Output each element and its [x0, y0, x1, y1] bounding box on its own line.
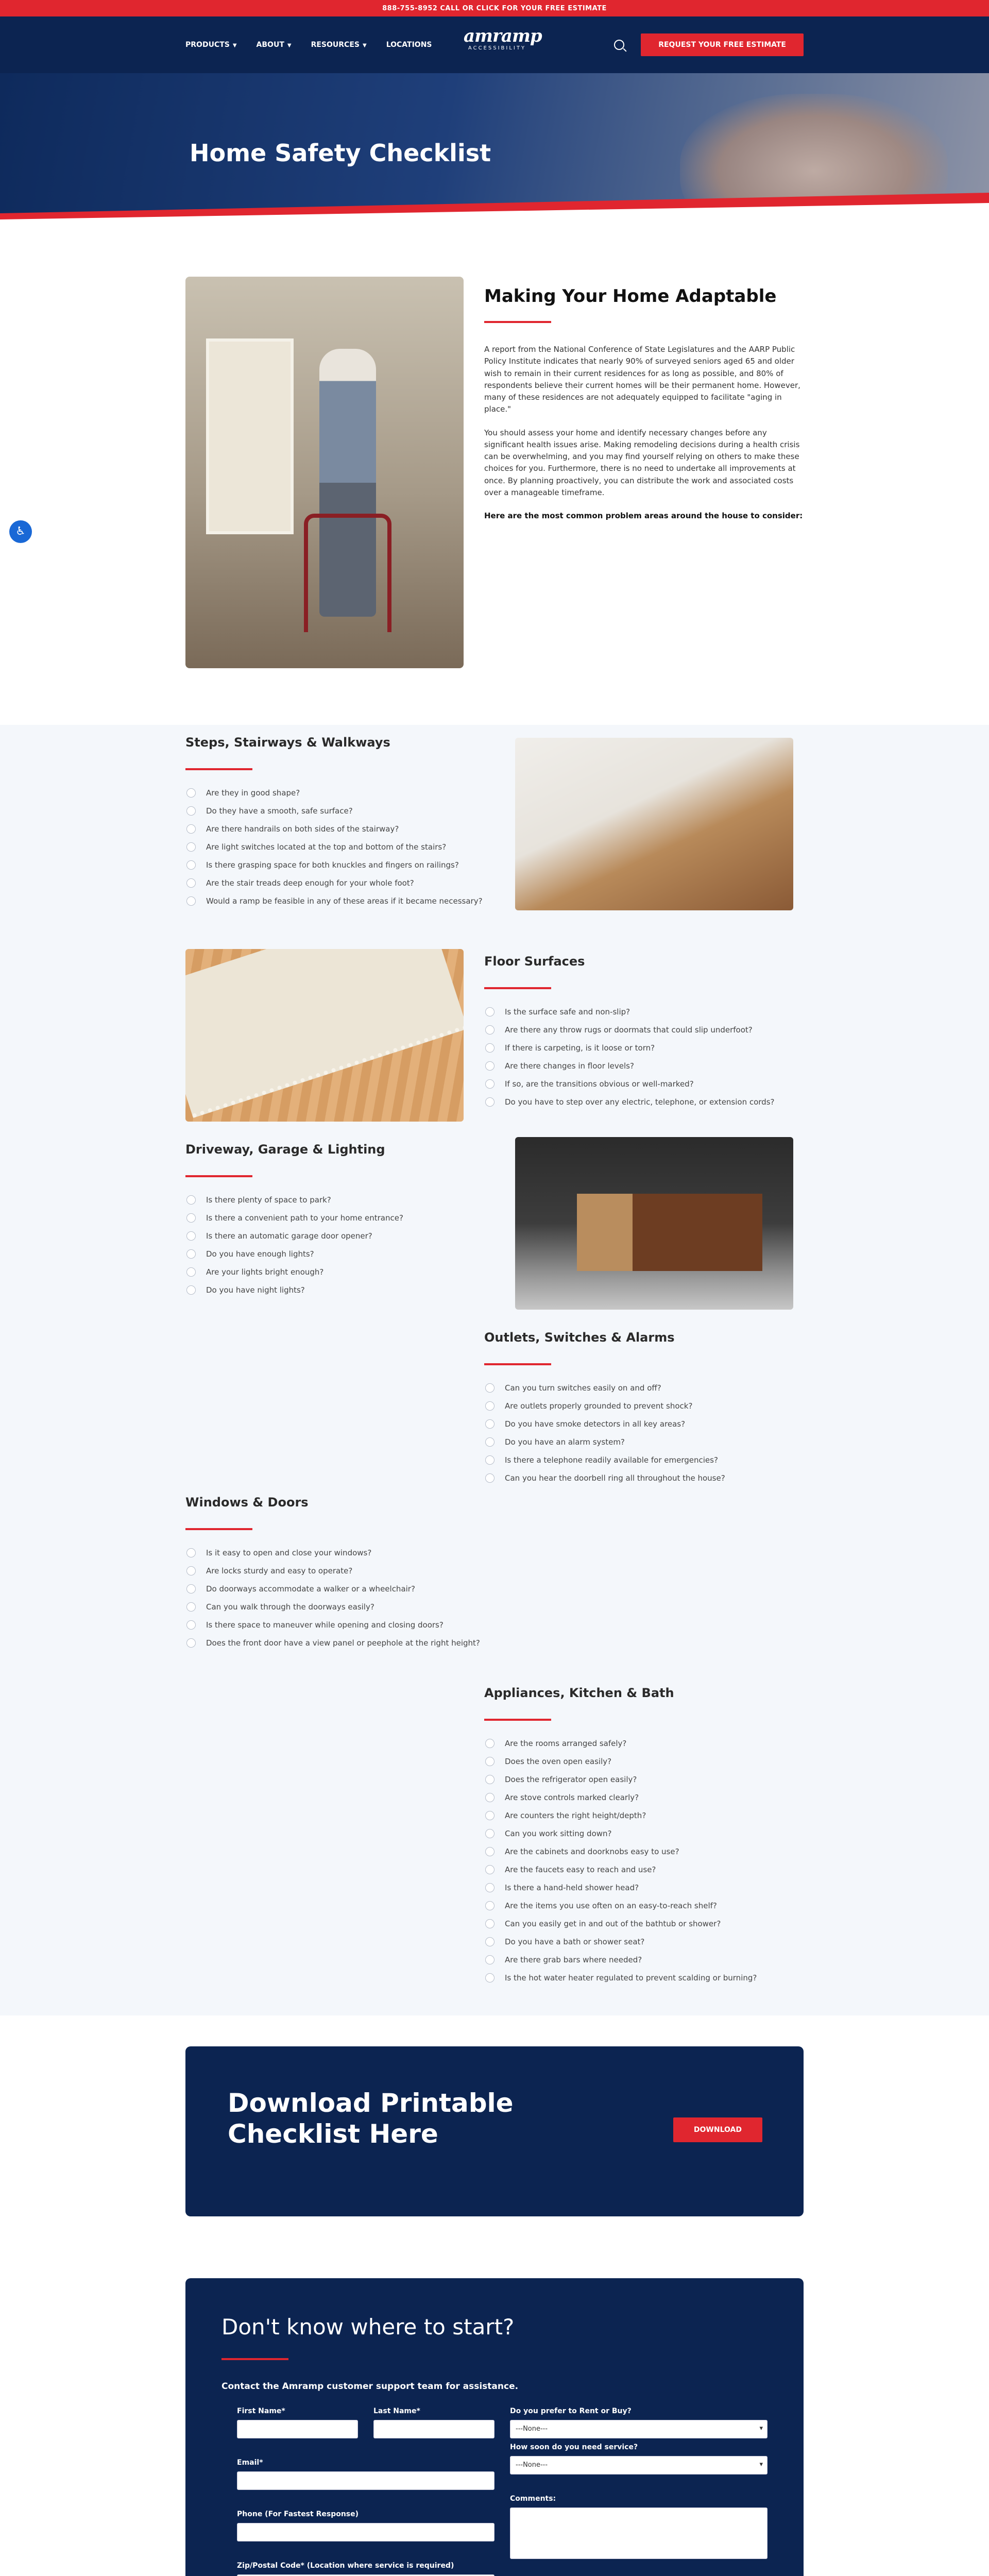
checklist-item[interactable]: Are outlets properly grounded to prevent shock? [484, 1401, 783, 1412]
checklist-item[interactable]: Are they in good shape? [185, 788, 484, 799]
accessibility-icon[interactable]: ♿ [9, 520, 32, 543]
checklist-item[interactable]: Are the stair treads deep enough for your whole foot? [185, 878, 484, 889]
checklist-item[interactable]: Do you have enough lights? [185, 1249, 484, 1260]
divider [185, 768, 252, 770]
checklist-item[interactable]: Is there grasping space for both knuckles and fingers on railings? [185, 860, 484, 871]
checklist-item[interactable]: Is there a convenient path to your home entrance? [185, 1213, 484, 1224]
intro-title: Making Your Home Adaptable [484, 286, 777, 307]
logo[interactable] [464, 26, 542, 51]
nav-about[interactable] [257, 41, 292, 49]
promo-text[interactable]: 888-755-8952 CALL OR CLICK FOR YOUR FREE ESTIMATE [382, 4, 607, 12]
category-driveway [185, 1142, 484, 1303]
checklist-item[interactable]: Do they have a smooth, safe surface? [185, 806, 484, 817]
category-title: Steps, Stairways & Walkways [185, 735, 390, 750]
logo-wordmark[interactable]: amramp [464, 26, 542, 46]
how-soon-value[interactable]: ---None--- [516, 2461, 548, 2469]
checklist-item[interactable]: Are there grab bars where needed? [484, 1955, 783, 1965]
checklist-item[interactable]: Are there handrails on both sides of the stairway? [185, 824, 484, 835]
divider [185, 1528, 252, 1530]
category-floor [484, 954, 783, 1115]
checklist-item[interactable]: Do you have a bath or shower seat? [484, 1937, 783, 1947]
checklist-item[interactable]: Are stove controls marked clearly? [484, 1792, 783, 1803]
how-soon-select[interactable] [510, 2456, 768, 2475]
category-windows [185, 1495, 484, 1656]
category-title: Floor Surfaces [484, 954, 585, 969]
category-title: Appliances, Kitchen & Bath [484, 1686, 674, 1700]
intro-paragraph-2: You should assess your home and identify necessary changes before any significant health issues arise. Making remodeling decisions during a health crisis can be overwhelming, and you may find yourself relying on others to make these choices for you. Furthermore, there is no need to undertake all improvements at once. By planning proactively, you can distribute the work and associated costs over a manageable timeframe. [484, 428, 800, 497]
checklist-item[interactable]: If there is carpeting, is it loose or torn? [484, 1043, 783, 1054]
logo-subtitle[interactable]: ACCESSIBILITY [468, 45, 526, 51]
checklist-item[interactable]: Can you work sitting down? [484, 1828, 783, 1839]
checklist-item[interactable]: Does the oven open easily? [484, 1756, 783, 1767]
checklist-item[interactable]: Is there plenty of space to park? [185, 1195, 484, 1206]
checklist-item[interactable]: Are counters the right height/depth? [484, 1810, 783, 1821]
category-outlets [484, 1330, 783, 1491]
download-title: Download Printable Checklist Here [228, 2088, 514, 2149]
chevron-down-icon[interactable]: ▼ [287, 43, 292, 48]
header-actions [614, 33, 804, 56]
first-name-label: First Name* [237, 2407, 285, 2415]
checklist-item[interactable]: Are the rooms arranged safely? [484, 1738, 783, 1749]
comments-label: Comments: [510, 2495, 556, 2503]
main-nav [185, 41, 432, 49]
rent-buy-select[interactable] [510, 2420, 768, 2438]
checklist-item[interactable]: Are the cabinets and doorknobs easy to use? [484, 1846, 783, 1857]
checklist-item[interactable]: Do you have night lights? [185, 1285, 484, 1296]
nav-resources-label[interactable]: RESOURCES [311, 41, 360, 49]
checklist-item[interactable]: Do doorways accommodate a walker or a wheelchair? [185, 1584, 484, 1595]
promo-bar[interactable] [0, 0, 989, 16]
chevron-down-icon[interactable]: ▼ [362, 43, 367, 48]
checklist-item[interactable]: Do you have an alarm system? [484, 1437, 783, 1448]
checklist-item[interactable]: Is there an automatic garage door opener? [185, 1231, 484, 1242]
senior-walker-photo [185, 277, 464, 668]
nav-about-label[interactable]: ABOUT [256, 41, 284, 49]
category-title: Outlets, Switches & Alarms [484, 1330, 675, 1345]
intro-paragraph-3: Here are the most common problem areas around the house to consider: [484, 511, 803, 520]
download-button[interactable]: DOWNLOAD [673, 2117, 762, 2142]
garage-photo [515, 1137, 793, 1310]
checklist-item[interactable]: Does the front door have a view panel or peephole at the right height? [185, 1638, 484, 1649]
search-icon[interactable] [614, 40, 624, 50]
hero-stripe [0, 193, 989, 223]
checklist-item[interactable]: If so, are the transitions obvious or well-marked? [484, 1079, 783, 1090]
divider [484, 1363, 551, 1365]
checklist-item[interactable]: Can you easily get in and out of the bathtub or shower? [484, 1919, 783, 1929]
divider [484, 321, 551, 323]
phone-field[interactable] [237, 2523, 494, 2541]
checklist-item[interactable]: Are the items you use often on an easy-to-reach shelf? [484, 1901, 783, 1911]
rug-photo [185, 949, 464, 1122]
checklist-area [0, 725, 989, 2015]
checklist-item[interactable]: Does the refrigerator open easily? [484, 1774, 783, 1785]
category-title: Driveway, Garage & Lighting [185, 1142, 385, 1157]
divider [185, 1175, 252, 1177]
checklist-item[interactable]: Is there space to maneuver while opening and closing doors? [185, 1620, 484, 1631]
checklist-item[interactable]: Can you hear the doorbell ring all throughout the house? [484, 1473, 783, 1484]
intro-section [185, 223, 804, 725]
zip-label: Zip/Postal Code* (Location where service is required) [237, 2562, 454, 2570]
checklist-item[interactable]: Do you have smoke detectors in all key areas? [484, 1419, 783, 1430]
email-field[interactable] [237, 2471, 494, 2490]
checklist-item[interactable]: Is it easy to open and close your windows? [185, 1548, 484, 1558]
checklist-item[interactable]: Would a ramp be feasible in any of these areas if it became necessary? [185, 896, 484, 907]
intro-paragraph-1: A report from the National Conference of State Legislatures and the AARP Public Policy Institute indicates that nearly 90% of surveyed seniors aged 65 and older wish to remain in their current residences for as long as possible, and 80% of respondents believe their current homes will be their permanent home. However, many of these residences are not adequately equipped to facilitate "aging in place." [484, 345, 800, 414]
category-title: Windows & Doors [185, 1495, 309, 1510]
category-kitchen [484, 1686, 783, 1991]
page-title: Home Safety Checklist [190, 139, 491, 167]
how-soon-label: How soon do you need service? [510, 2443, 638, 2451]
hero-banner [0, 73, 989, 223]
checklist-item[interactable]: Are there any throw rugs or doormats that could slip underfoot? [484, 1025, 783, 1036]
checklist-item[interactable]: Is the surface safe and non-slip? [484, 1007, 783, 1018]
download-banner [185, 2046, 804, 2216]
comments-textarea[interactable] [510, 2507, 768, 2559]
free-estimate-button[interactable]: REQUEST YOUR FREE ESTIMATE [641, 33, 804, 56]
checklist-item[interactable]: Are your lights bright enough? [185, 1267, 484, 1278]
chevron-down-icon[interactable]: ▼ [232, 43, 237, 48]
checklist-item[interactable]: Is there a telephone readily available for emergencies? [484, 1455, 783, 1466]
intro-text [484, 277, 804, 668]
stairs-photo [515, 738, 793, 910]
checklist-item[interactable]: Can you turn switches easily on and off? [484, 1383, 783, 1394]
nav-resources[interactable] [311, 41, 367, 49]
checklist-item[interactable]: Is there a hand-held shower head? [484, 1883, 783, 1893]
phone-label: Phone (For Fastest Response) [237, 2510, 359, 2518]
checklist-item[interactable]: Are there changes in floor levels? [484, 1061, 783, 1072]
contact-form [185, 2278, 804, 2576]
last-name-field[interactable] [373, 2420, 494, 2438]
checklist-item[interactable]: Is the hot water heater regulated to prevent scalding or burning? [484, 1973, 783, 1984]
nav-products[interactable] [185, 41, 237, 49]
form-subtitle: Contact the Amramp customer support team for assistance. [221, 2381, 519, 2392]
nav-locations-label[interactable]: LOCATIONS [386, 41, 432, 49]
last-name-label: Last Name* [373, 2407, 420, 2415]
email-label: Email* [237, 2459, 263, 2467]
category-stairs [185, 735, 484, 914]
rent-buy-value[interactable]: ---None--- [516, 2425, 548, 2433]
form-title: Don't know where to start? [221, 2314, 515, 2340]
checklist-item[interactable]: Can you walk through the doorways easily? [185, 1602, 484, 1613]
rent-buy-label: Do you prefer to Rent or Buy? [510, 2407, 632, 2415]
nav-locations[interactable] [386, 41, 432, 49]
divider [221, 2358, 288, 2360]
divider [484, 987, 551, 989]
checklist-item[interactable]: Are light switches located at the top and bottom of the stairs? [185, 842, 484, 853]
checklist-grid [185, 735, 804, 2000]
nav-products-label[interactable]: PRODUCTS [185, 41, 230, 49]
divider [484, 1719, 551, 1721]
first-name-field[interactable] [237, 2420, 358, 2438]
checklist-item[interactable]: Are locks sturdy and easy to operate? [185, 1566, 484, 1577]
site-header [0, 16, 989, 73]
checklist-item[interactable]: Are the faucets easy to reach and use? [484, 1865, 783, 1875]
checklist-item[interactable]: Do you have to step over any electric, telephone, or extension cords? [484, 1097, 783, 1108]
